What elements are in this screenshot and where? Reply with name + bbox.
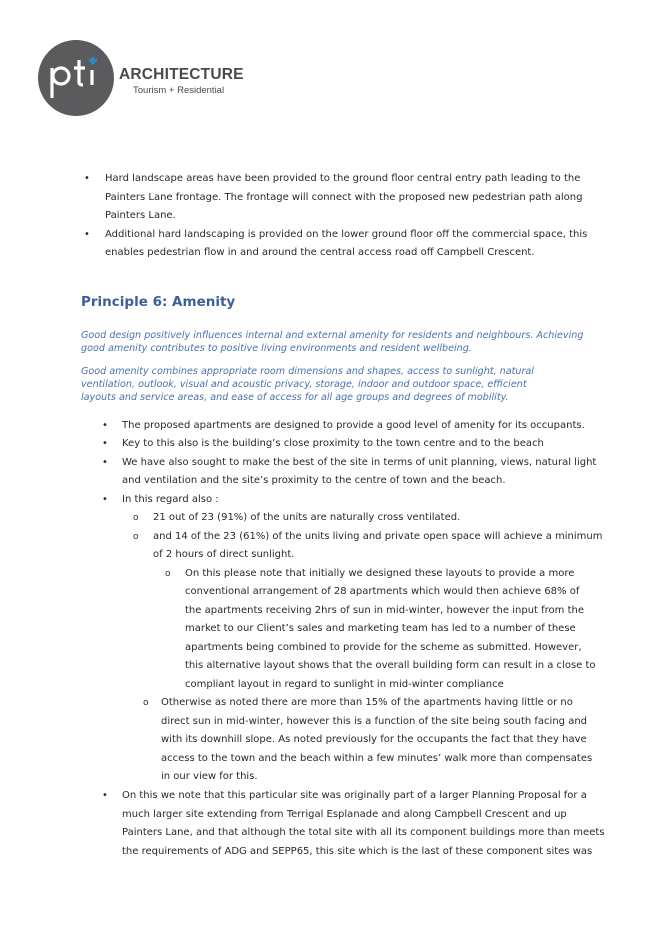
list-item-line: market to our Client’s sales and marketing team has led to a number of these: [185, 623, 576, 634]
bullet-icon: •: [102, 494, 108, 505]
list-item-line: the requirements of ADG and SEPP65, this site which is the last of these component sites was: [122, 846, 593, 857]
list-item-line: Painters Lane frontage. The frontage will connect with the proposed new pedestrian path along: [105, 192, 583, 203]
circle-bullet-icon: o: [133, 513, 139, 523]
list-item-line: this alternative layout shows that the overall building form can result in a close to: [185, 660, 596, 671]
list-item-line: Hard landscape areas have been provided to the ground floor central entry path leading to the: [105, 173, 581, 184]
list-item-line: apartments being combined to provide for the scheme as submitted. However,: [185, 642, 582, 653]
intro-line: Good amenity combines appropriate room dimensions and shapes, access to sunlight, natural: [81, 366, 534, 377]
circle-bullet-icon: o: [143, 698, 149, 708]
intro-line: Good design positively influences internal and external amenity for residents and neighbours. Achieving: [81, 330, 584, 341]
list-item-line: We have also sought to make the best of the site in terms of unit planning, views, natural light: [122, 457, 597, 468]
intro-line: layouts and service areas, and ease of access for all age groups and degrees of mobility.: [81, 392, 509, 403]
list-item-line: conventional arrangement of 28 apartments which would then achieve 68% of: [185, 586, 580, 597]
list-item-line: Additional hard landscaping is provided on the lower ground floor off the commercial space, this: [105, 229, 588, 240]
logo-subtitle: Tourism + Residential: [133, 85, 225, 96]
list-item-line: with its downhill slope. As noted previously for the occupants the fact that they have: [161, 734, 587, 745]
list-item-line: the apartments receiving 2hrs of sun in mid-winter, however the input from the: [185, 605, 584, 616]
list-item-line: In this regard also :: [122, 494, 219, 505]
bullet-icon: •: [102, 420, 108, 431]
list-item-line: much larger site extending from Terrigal Esplanade and along Campbell Crescent and up: [122, 809, 567, 820]
list-item-line: direct sun in mid-winter, however this is a function of the site being south facing and: [161, 716, 588, 727]
logo-title: ARCHITECTURE: [119, 66, 244, 83]
list-item-line: access to the town and the beach within a few minutes’ walk more than compensates: [161, 753, 593, 764]
list-item-line: 21 out of 23 (91%) of the units are naturally cross ventilated.: [153, 512, 461, 523]
list-item-line: enables pedestrian flow in and around the central access road off Campbell Crescent.: [105, 247, 535, 258]
pti-logo-icon: [44, 56, 108, 100]
list-item-line: The proposed apartments are designed to provide a good level of amenity for its occupants.: [122, 420, 585, 431]
circle-bullet-icon: o: [165, 569, 171, 579]
bullet-icon: •: [84, 229, 90, 240]
list-item-line: Otherwise as noted there are more than 15% of the apartments having little or no: [161, 697, 573, 708]
bullet-icon: •: [84, 173, 90, 184]
bullet-icon: •: [102, 438, 108, 449]
list-item-line: and 14 of the 23 (61%) of the units living and private open space will achieve a minimum: [153, 531, 603, 542]
bullet-icon: •: [102, 457, 108, 468]
list-item-line: of 2 hours of direct sunlight.: [153, 549, 295, 560]
list-item-line: On this please note that initially we designed these layouts to provide a more: [185, 568, 575, 579]
list-item-line: Painters Lane, and that although the total site with all its component buildings more than meets: [122, 827, 605, 838]
list-item-line: Key to this also is the building’s close proximity to the town centre and to the beach: [122, 438, 544, 449]
circle-bullet-icon: o: [133, 532, 139, 542]
list-item-line: Painters Lane.: [105, 210, 176, 221]
bullet-icon: •: [102, 790, 108, 801]
list-item-line: in our view for this.: [161, 771, 258, 782]
section-heading: Principle 6: Amenity: [81, 294, 236, 310]
intro-line: ventilation, outlook, visual and acoustic privacy, storage, indoor and outdoor space, efficient: [81, 379, 527, 390]
list-item-line: and ventilation and the site’s proximity to the centre of town and the beach.: [122, 475, 506, 486]
intro-line: good amenity contributes to positive living environments and resident wellbeing.: [81, 343, 472, 354]
list-item-line: On this we note that this particular site was originally part of a larger Planning Proposal for a: [122, 790, 587, 801]
list-item-line: compliant layout in regard to sunlight in mid-winter compliance: [185, 679, 504, 690]
